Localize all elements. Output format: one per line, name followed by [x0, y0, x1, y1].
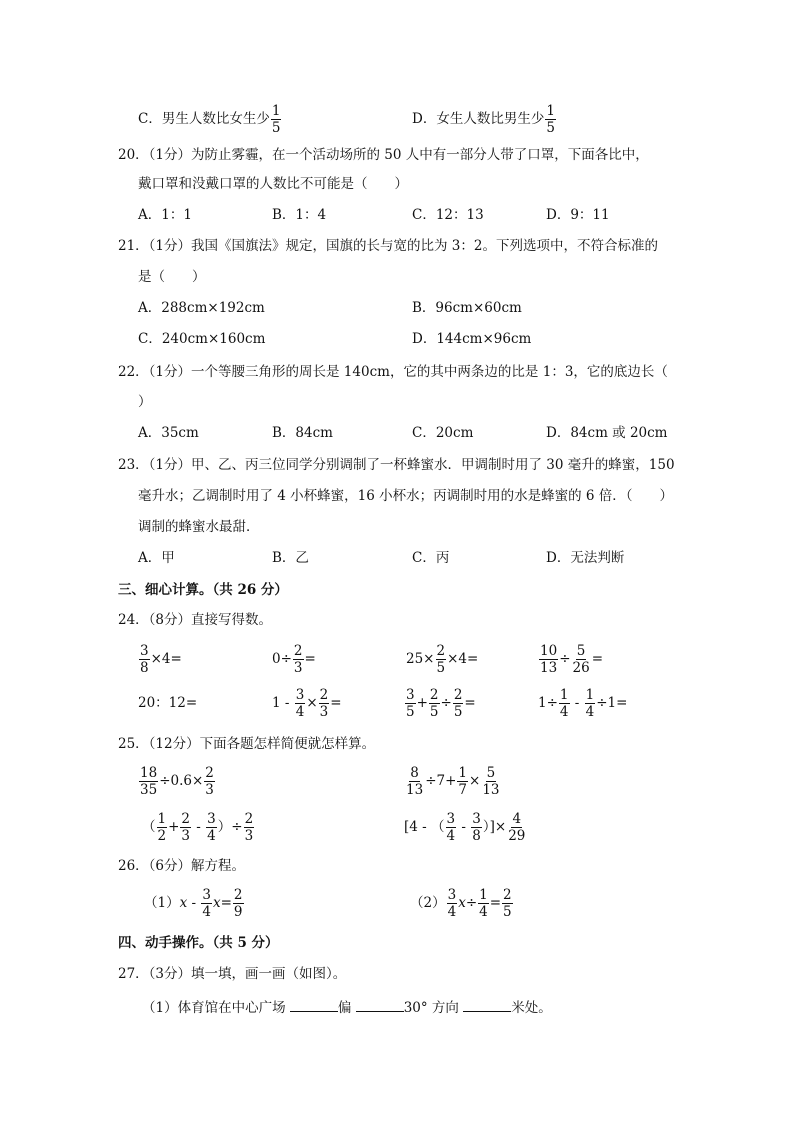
- q23-stem-line1: 23．（1分）甲、乙、丙三位同学分别调制了一杯蜂蜜水．甲调制时用了 30 毫升的蜂蜜，150: [118, 457, 675, 473]
- q26-equation-2: （2） $\frac{3}{4}$ x÷ $\frac{1}{4}$ = $\frac{2}{5}$: [410, 887, 512, 921]
- q21-option-b[interactable]: B．96cm×60cm: [412, 300, 522, 316]
- q21-option-a[interactable]: A．288cm×192cm: [138, 300, 265, 316]
- q24-expr-3: 25× $\frac{2}{5}$ ×4=: [406, 643, 479, 677]
- q25-expr-2: $\frac{8}{13}$ ÷7+ $\frac{1}{7}$ × $\frac{5}{13}$: [406, 765, 500, 799]
- q25-expr-3: （ $\frac{1}{2}$ + $\frac{2}{3}$ - $\frac{3}{4}$ ）÷ $\frac{2}{3}$: [142, 811, 254, 845]
- q24-expr-4: $\frac{10}{13}$ ÷ $\frac{5}{26}$ =: [540, 643, 603, 677]
- q19-option-c-text: C．男生人数比女生少: [138, 111, 270, 128]
- q24-expr-2: 0÷ $\frac{2}{3}$ =: [272, 643, 316, 677]
- q23-stem-line2: 毫升水；乙调制时用了 4 小杯蜂蜜，16 小杯水；丙调制时用的水是蜂蜜的 6 倍．（ ）: [138, 488, 674, 504]
- q21-stem-line1: 21．（1分）我国《国旗法》规定，国旗的长与宽的比为 3：2。下列选项中，不符合标准的: [118, 238, 658, 254]
- q22-option-d[interactable]: D．84cm 或 20cm: [546, 425, 668, 441]
- q20-option-d[interactable]: D．9：11: [546, 207, 610, 223]
- q22-stem-line2: ）: [138, 394, 152, 410]
- q24-expr-7: $\frac{3}{5}$ + $\frac{2}{5}$ ÷ $\frac{2}{5}$ =: [406, 687, 476, 721]
- q22-option-a[interactable]: A．35cm: [138, 425, 199, 441]
- q24-expr-8: 1÷ $\frac{1}{4}$ - $\frac{1}{4}$ ÷1=: [538, 687, 628, 721]
- section-heading-4: 四、动手操作。（共 5 分）: [118, 935, 279, 951]
- q20-stem-line1: 20．（1分）为防止雾霾，在一个活动场所的 50 人中有一部分人带了口罩，下面各比中，: [118, 147, 649, 163]
- q25-expr-1: $\frac{18}{35}$ ÷0.6× $\frac{2}{3}$: [140, 765, 214, 799]
- q23-option-d[interactable]: D．无法判断: [546, 550, 625, 566]
- q27-stem: 27．（3分）填一填，画一画（如图）。: [118, 966, 347, 982]
- q20-option-a[interactable]: A．1：1: [138, 207, 192, 223]
- q21-option-d[interactable]: D．144cm×96cm: [412, 331, 532, 347]
- q24-expr-5: 20：12=: [138, 695, 198, 711]
- q20-option-b[interactable]: B．1：4: [272, 207, 327, 223]
- answer-blank[interactable]: [463, 999, 511, 1012]
- q27-sub1: （1）体育馆在中心广场 偏 30° 方向 米处。: [142, 1000, 552, 1016]
- q22-option-b[interactable]: B．84cm: [272, 425, 333, 441]
- q26-equation-1: （1）x - $\frac{3}{4}$ x= $\frac{2}{9}$: [144, 887, 243, 921]
- answer-blank[interactable]: [290, 999, 338, 1012]
- q25-stem: 25．（12分）下面各题怎样简便就怎样算。: [118, 736, 376, 752]
- q20-option-c[interactable]: C．12：13: [412, 207, 484, 223]
- q23-stem-line3: 调制的蜂蜜水最甜．: [138, 519, 260, 535]
- q26-stem: 26．（6分）解方程。: [118, 858, 246, 874]
- q21-option-c[interactable]: C．240cm×160cm: [138, 331, 266, 347]
- q25-expr-4: [4 - （ $\frac{3}{4}$ - $\frac{3}{8}$ ）]× $\frac{4}{29}$: [404, 811, 526, 845]
- q19-option-d[interactable]: [412, 104, 557, 135]
- fraction: $\frac{1}{5}$: [271, 103, 281, 137]
- q21-stem-line2: 是（ ）: [138, 269, 206, 285]
- q23-option-c[interactable]: C．丙: [412, 550, 450, 566]
- answer-blank[interactable]: [356, 999, 404, 1012]
- fraction: $\frac{1}{5}$: [546, 103, 555, 137]
- section-heading-3: 三、细心计算。（共 26 分）: [118, 582, 288, 598]
- q19-option-d-text: D．女生人数比男生少: [412, 111, 545, 128]
- q22-option-c[interactable]: C．20cm: [412, 425, 474, 441]
- q22-stem-line1: 22．（1分）一个等腰三角形的周长是 140cm，它的其中两条边的比是 1：3，它的底边长（: [118, 364, 668, 380]
- q19-option-c[interactable]: [138, 104, 282, 135]
- q23-option-a[interactable]: A．甲: [138, 550, 175, 566]
- q24-expr-1: $\frac{3}{8}$ ×4=: [140, 643, 182, 677]
- q24-stem: 24．（8分）直接写得数。: [118, 612, 273, 628]
- q23-option-b[interactable]: B．乙: [272, 550, 309, 566]
- q24-expr-6: 1 - $\frac{3}{4}$ × $\frac{2}{3}$ =: [272, 687, 342, 721]
- q20-stem-line2: 戴口罩和没戴口罩的人数比不可能是（ ）: [138, 176, 408, 192]
